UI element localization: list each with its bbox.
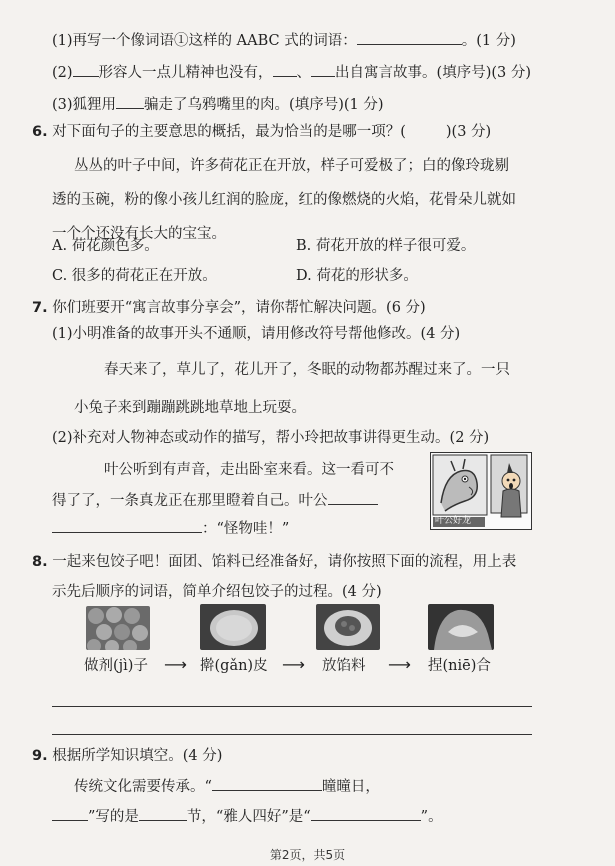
q6-passage-line: 透的玉碗，粉的像小孩儿红润的脸庞，红的像燃烧的火焰，花骨朵儿就如	[52, 192, 516, 208]
q7-story-text: ：“怪物哇！”	[202, 521, 290, 537]
q9-line2-end: ”。	[420, 809, 443, 825]
q6-score: )(3 分)	[445, 124, 492, 140]
dough-pieces-photo	[86, 606, 150, 650]
question-number: 7.	[32, 300, 48, 316]
q9-stem	[32, 746, 222, 766]
q7-story-line5	[52, 518, 289, 539]
answer-blank[interactable]	[52, 518, 202, 533]
question-number: 9.	[32, 748, 48, 764]
answer-blank[interactable]	[357, 30, 462, 45]
q7-stem	[32, 298, 426, 318]
q6-option-b-label[interactable]: B. 荷花开放的样子很可爱。	[296, 238, 476, 254]
q5-line3	[52, 94, 384, 115]
q9-line1	[74, 776, 380, 797]
q8-stem-text: 一起来包饺子吧！面团、馅料已经准备好，请你按照下面的流程，用上表	[52, 554, 517, 570]
q7-story-line4	[52, 490, 378, 511]
question-number: 6.	[32, 124, 48, 140]
step-label: 放馅料	[322, 658, 366, 674]
q5-line2-prefix: (2)	[52, 65, 73, 81]
cartoon-caption: 叶公好龙	[435, 516, 472, 526]
q5-line3-end: 骗走了乌鸦嘴里的肉。(填序号)(1 分)	[144, 97, 384, 113]
q7-sub1: (1)小明准备的故事开头不通顺，请用修改符号帮他修改。(4 分)	[52, 326, 461, 342]
q6-option-c-label[interactable]: C. 很多的荷花正在开放。	[52, 268, 217, 284]
q6-stem-text: 对下面句子的主要意思的概括，最为恰当的是哪一项？(	[52, 124, 406, 140]
q5-line1-score: 。(1 分)	[461, 33, 516, 49]
q6-passage-line: 一个个还没有长大的宝宝。	[52, 226, 226, 242]
answer-blank[interactable]	[328, 490, 378, 505]
q9-line1-end: 曈曈日，	[321, 779, 380, 795]
answer-blank[interactable]	[73, 62, 99, 77]
q7-story-line: 叶公听到有声音，走出卧室来看。这一看可不	[104, 462, 394, 478]
q6-option-d-label[interactable]: D. 荷花的形状多。	[296, 268, 418, 284]
q6-stem	[32, 122, 491, 142]
page-footer: 第2页，共5页	[269, 848, 346, 862]
pinch-icon	[428, 604, 494, 650]
q8-stem-text-2: 示先后顺序的词语，简单介绍包饺子的过程。(4 分)	[52, 584, 382, 600]
q9-line2-mid: 节，“雅人四好”是“	[186, 809, 311, 825]
writing-line[interactable]	[52, 706, 532, 707]
filling-photo	[316, 604, 380, 650]
arrow-right-icon: ⟶	[388, 655, 411, 674]
q9-stem-text: 根据所学知识填空。(4 分)	[52, 748, 223, 764]
q7-stem-text: 你们班要开“寓言故事分享会”，请你帮忙解决问题。(6 分)	[52, 300, 426, 316]
q5-line3-prefix: (3)狐狸用	[52, 97, 117, 113]
arrow-right-icon: ⟶	[282, 655, 305, 674]
wrapper-icon	[200, 604, 266, 650]
step-label: 擀(gǎn)皮	[200, 658, 268, 674]
ye-gong-illustration	[430, 452, 532, 530]
q5-line2-sep: 、	[296, 65, 312, 81]
rolled-wrapper-photo	[200, 604, 266, 650]
q5-line2	[52, 62, 531, 83]
step-label: 捏(niē)合	[428, 658, 491, 674]
arrow-right-icon: ⟶	[164, 655, 187, 674]
pinching-photo	[428, 604, 494, 650]
q6-option-a-label[interactable]: A. 荷花颜色多。	[52, 238, 159, 254]
q5-line1	[52, 30, 516, 51]
q5-line2-text: 形容人一点儿精神也没有，	[98, 65, 273, 81]
q5-line1-text: (1)再写一个像词语①这样的 AABC 式的词语：	[52, 33, 357, 49]
q8-stem	[32, 552, 516, 572]
q9-line2-text: ”写的是	[88, 809, 139, 825]
answer-blank[interactable]	[311, 806, 421, 821]
q7-story-text: 得了了，一条真龙正在那里瞪着自己。叶公	[52, 493, 328, 509]
q6-passage-line: 丛丛的叶子中间，许多荷花正在开放，样子可爱极了；白的像玲珑剔	[74, 158, 509, 174]
question-number: 8.	[32, 554, 48, 570]
q7-story-line: 春天来了，草儿了，花儿开了，冬眠的动物都苏醒过来了。一只	[104, 362, 510, 378]
answer-blank[interactable]	[139, 806, 187, 821]
answer-blank[interactable]	[311, 62, 335, 77]
q7-story-line: 小兔子来到蹦蹦跳跳地草地上玩耍。	[74, 400, 306, 416]
answer-blank[interactable]	[116, 94, 144, 109]
q7-sub2: (2)补充对人物神态或动作的描写，帮小玲把故事讲得更生动。(2 分)	[52, 430, 490, 446]
answer-blank[interactable]	[52, 806, 88, 821]
answer-blank[interactable]	[212, 776, 322, 791]
answer-blank[interactable]	[273, 62, 297, 77]
writing-line[interactable]	[52, 734, 532, 735]
q9-line1-text: 传统文化需要传承。“	[74, 779, 212, 795]
filling-icon	[316, 604, 380, 650]
step-label: 做剂(jì)子	[84, 658, 148, 674]
dough-icon	[86, 606, 150, 650]
q5-line2-end: 出自寓言故事。(填序号)(3 分)	[335, 65, 532, 81]
q9-line2	[52, 806, 443, 827]
